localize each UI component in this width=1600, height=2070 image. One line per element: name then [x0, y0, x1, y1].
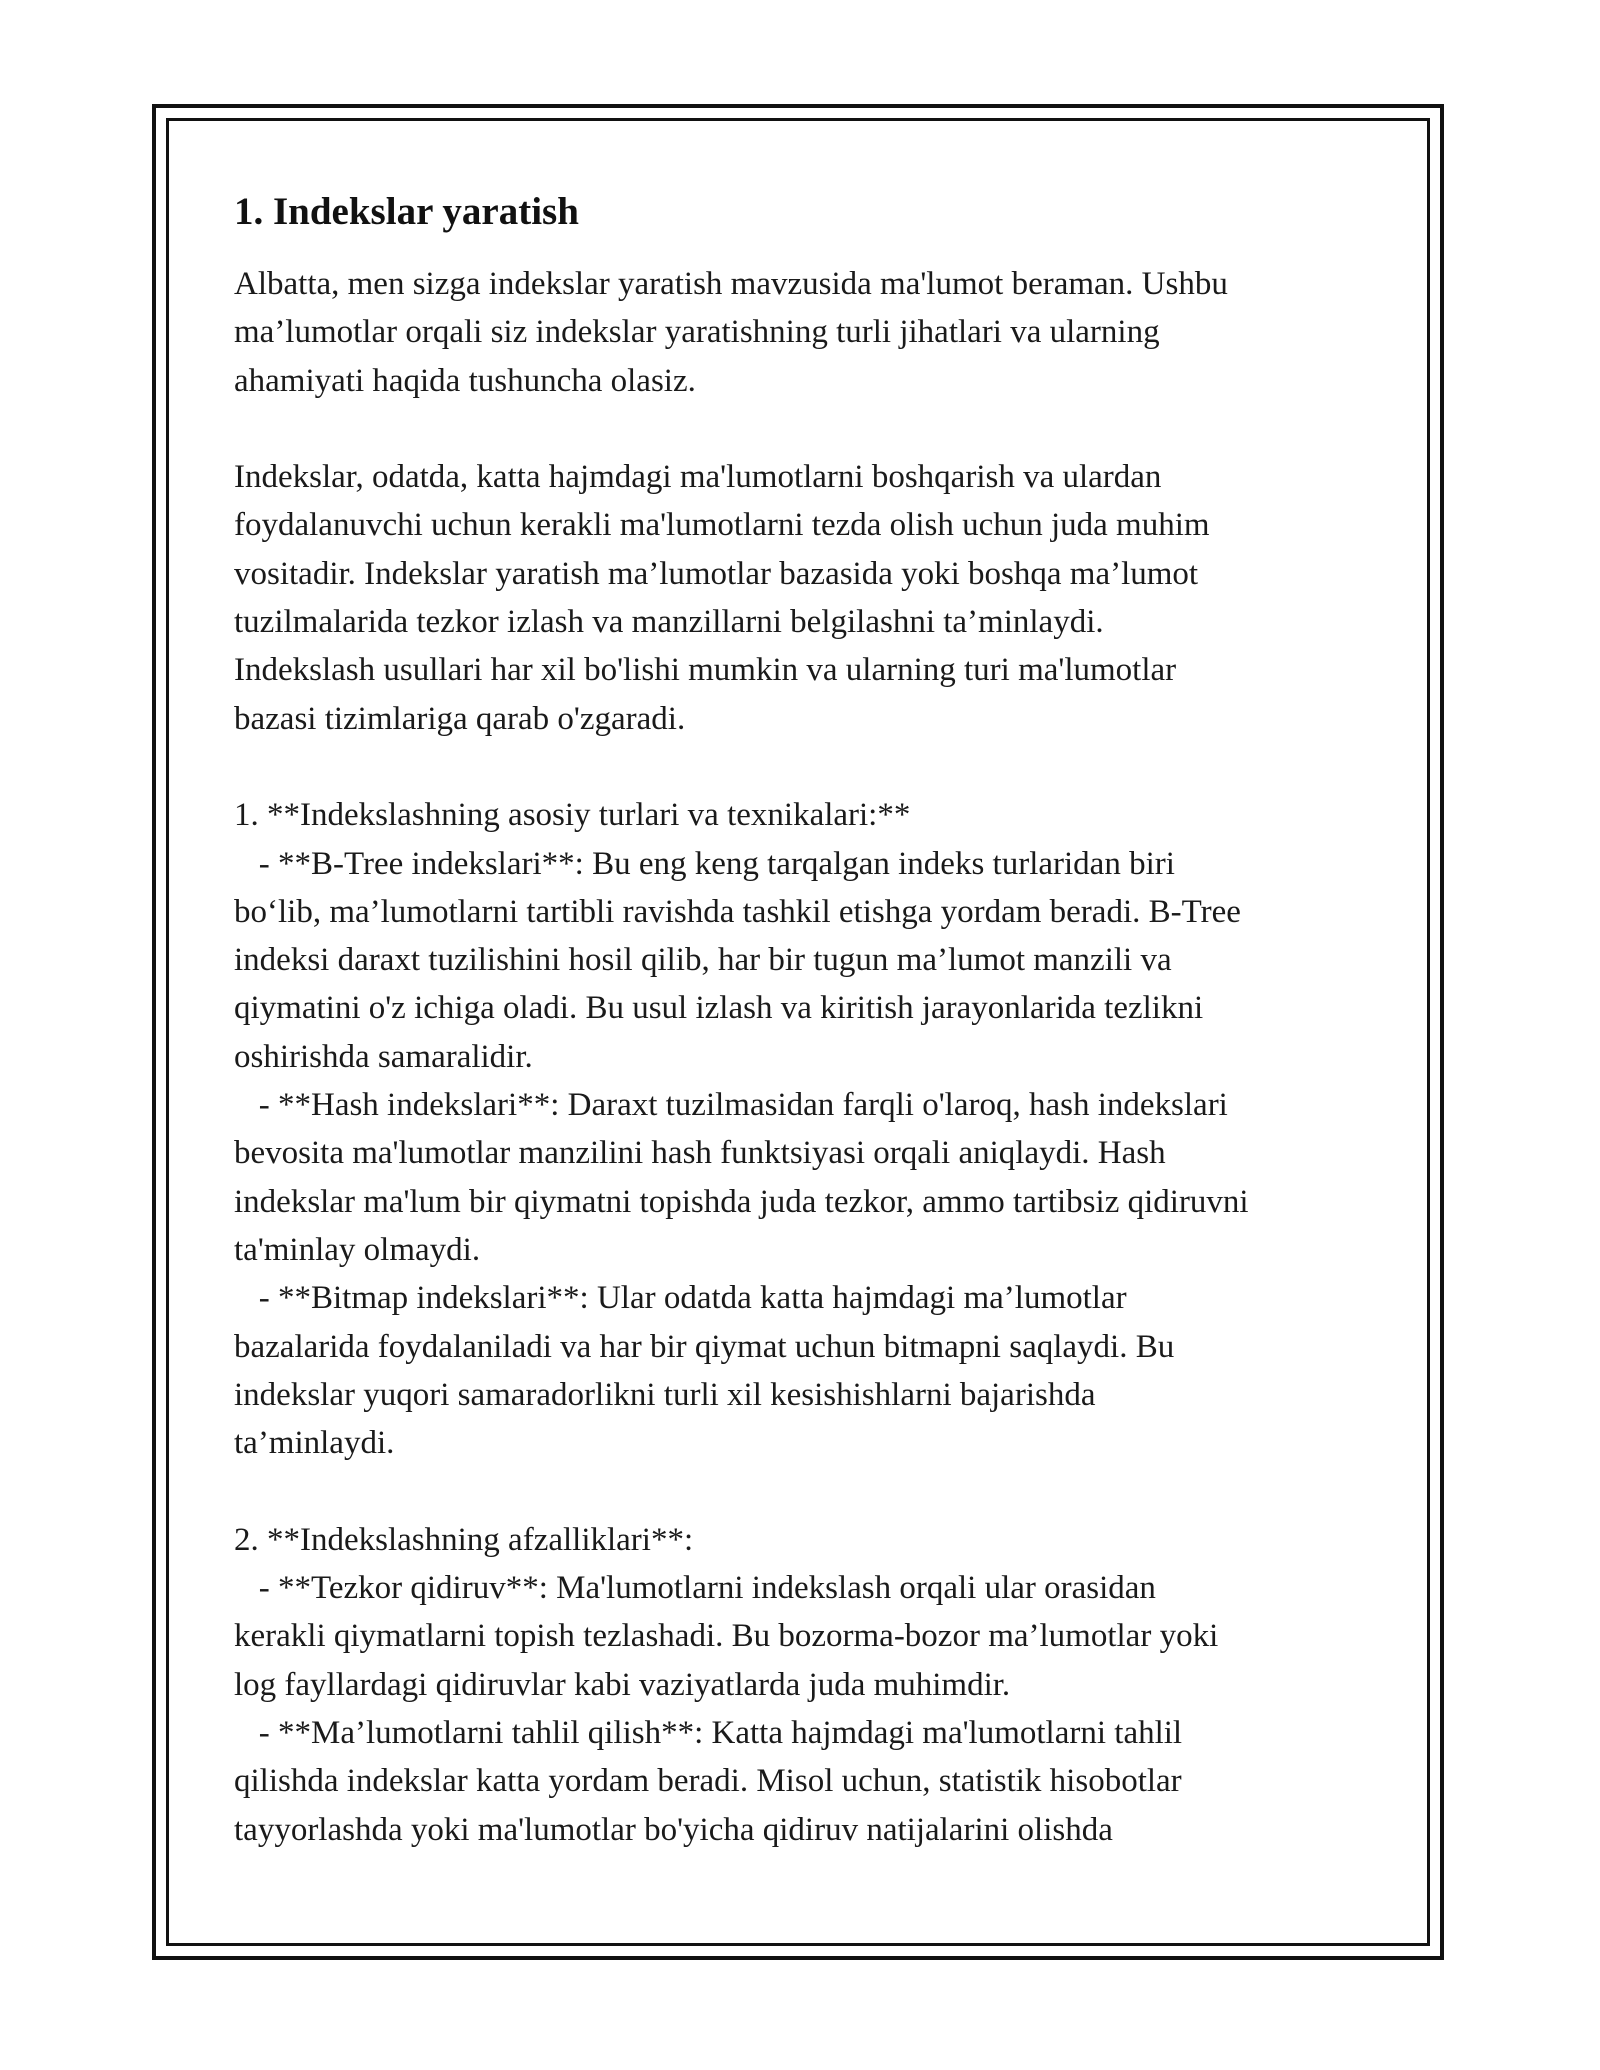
- text-line: kerakli qiymatlarni topish tezlashadi. Bu bozorma-bozor ma’lumotlar yoki: [234, 1618, 1219, 1655]
- section-index-types: [234, 791, 1364, 1467]
- text-line: indekslar yuqori samaradorlikni turli xil kesishishlarni bajarishda: [234, 1376, 1096, 1413]
- text-line: - **Tezkor qidiruv**: Ma'lumotlarni indekslash orqali ular orasidan: [234, 1570, 1156, 1607]
- text-line: - **Hash indekslari**: Daraxt tuzilmasidan farqli o'laroq, hash indekslari: [234, 1087, 1228, 1124]
- text-line: vositadir. Indekslar yaratish ma’lumotlar bazasida yoki boshqa ma’lumot: [234, 555, 1199, 592]
- text-line: oshirishda samaralidir.: [234, 1038, 533, 1075]
- text-line: log fayllardagi qidiruvlar kabi vaziyatlarda juda muhimdir.: [234, 1666, 1011, 1703]
- paragraph-spacer: [234, 1467, 1364, 1515]
- text-line: Indekslash usullari har xil bo'lishi mumkin va ularning turi ma'lumotlar: [234, 652, 1177, 689]
- text-line: - **B-Tree indekslari**: Bu eng keng tarqalgan indeks turlaridan biri: [234, 845, 1175, 882]
- section-heading-line: 1. **Indekslashning asosiy turlari va texnikalari:**: [234, 797, 911, 834]
- document-title: 1. Indekslar yaratish: [234, 190, 579, 233]
- document-body: [234, 184, 1364, 1854]
- text-line: indeksi daraxt tuzilishini hosil qilib, har bir tugun ma’lumot manzili va: [234, 942, 1172, 979]
- text-line: bazalarida foydalaniladi va har bir qiymat uchun bitmapni saqlaydi. Bu: [234, 1328, 1175, 1365]
- text-line: bazasi tizimlariga qarab o'zgaradi.: [234, 700, 686, 737]
- text-line: ta'minlay olmaydi.: [234, 1231, 481, 1268]
- section-index-benefits: [234, 1516, 1364, 1854]
- overview-paragraph: [234, 453, 1364, 743]
- text-line: bevosita ma'lumotlar manzilini hash funktsiyasi orqali aniqlaydi. Hash: [234, 1135, 1166, 1172]
- text-line: Indekslar, odatda, katta hajmdagi ma'lumotlarni boshqarish va ulardan: [234, 459, 1162, 496]
- text-line: tuzilmalarida tezkor izlash va manzillarni belgilashni ta’minlaydi.: [234, 604, 1104, 641]
- text-line: qiymatini o'z ichiga oladi. Bu usul izlash va kiritish jarayonlarida tezlikni: [234, 990, 1204, 1027]
- paragraph-spacer: [234, 405, 1364, 453]
- text-line: tayyorlashda yoki ma'lumotlar bo'yicha qidiruv natijalarini olishda: [234, 1811, 1113, 1848]
- text-line: indekslar ma'lum bir qiymatni topishda juda tezkor, ammo tartibsiz qidiruvni: [234, 1183, 1249, 1220]
- text-line: foydalanuvchi uchun kerakli ma'lumotlarni tezda olish uchun juda muhim: [234, 507, 1210, 544]
- text-line: - **Bitmap indekslari**: Ular odatda katta hajmdagi ma’lumotlar: [234, 1280, 1127, 1317]
- text-line: Albatta, men sizga indekslar yaratish mavzusida ma'lumot beraman. Ushbu: [234, 266, 1228, 302]
- text-line: bo‘lib, ma’lumotlarni tartibli ravishda tashkil etishga yordam beradi. B-Tree: [234, 893, 1241, 930]
- paragraph-spacer: [234, 743, 1364, 791]
- text-line: ahamiyati haqida tushuncha olasiz.: [234, 362, 696, 399]
- text-line: qilishda indekslar katta yordam beradi. Misol uchun, statistik hisobotlar: [234, 1763, 1182, 1800]
- text-line: ma’lumotlar orqali siz indekslar yaratishning turli jihatlari va ularning: [234, 314, 1160, 351]
- section-heading-line: 2. **Indekslashning afzalliklari**:: [234, 1521, 694, 1558]
- text-line: - **Ma’lumotlarni tahlil qilish**: Katta hajmdagi ma'lumotlarni tahlil: [234, 1714, 1183, 1751]
- intro-paragraph: [234, 260, 1364, 405]
- text-line: ta’minlaydi.: [234, 1425, 395, 1462]
